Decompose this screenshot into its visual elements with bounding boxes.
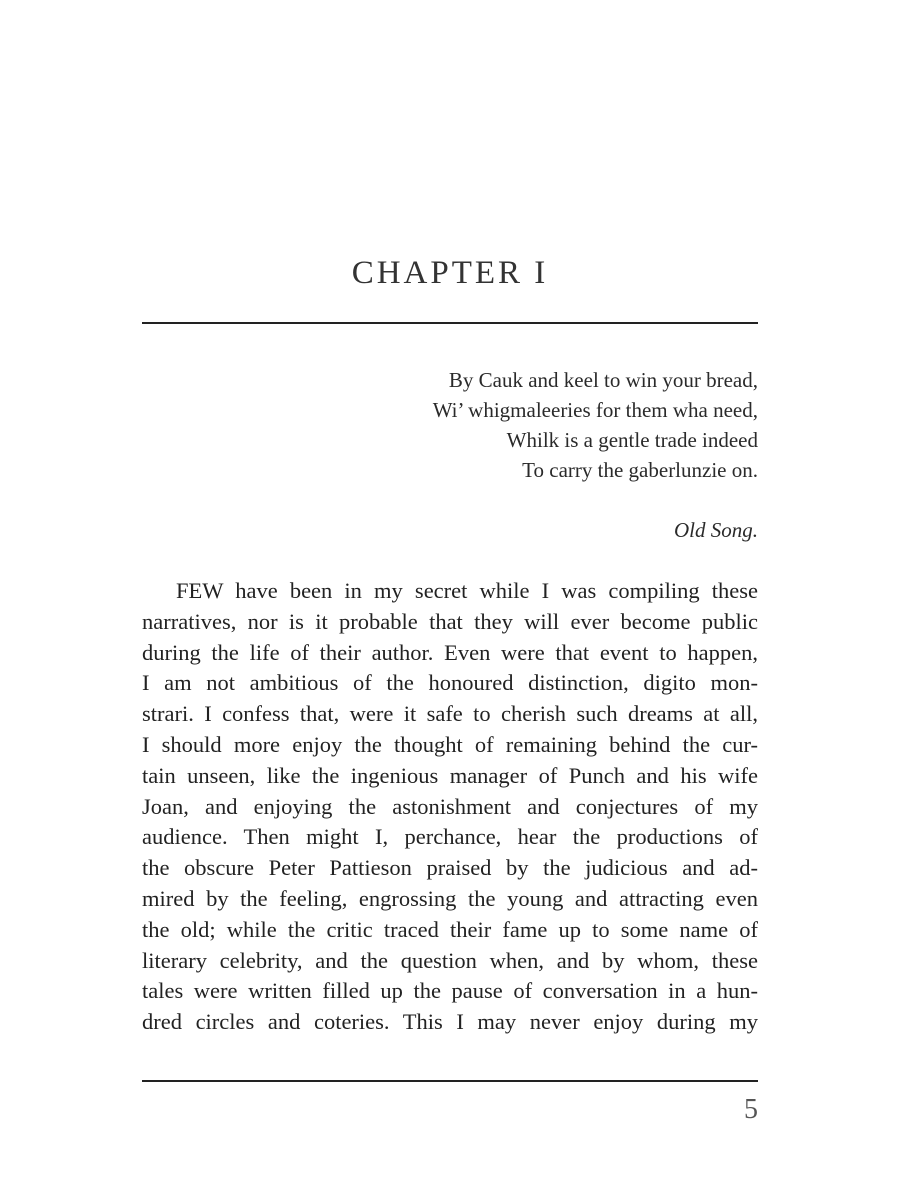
body-line: during the life of their author. Even were that event to happen, <box>142 639 758 665</box>
body-line: I should more enjoy the thought of remaining behind the cur- <box>142 731 758 757</box>
epigraph <box>433 365 758 485</box>
body-line: tales were written filled up the pause of conversation in a hun- <box>142 978 758 1004</box>
epigraph-line: Wi’ whigmaleeries for them wha need, <box>432 398 758 422</box>
body-line: narratives, nor is it probable that they will ever become public <box>142 608 758 634</box>
header-rule <box>142 322 758 324</box>
body-line: tain unseen, like the ingenious manager of Punch and his wife <box>142 762 758 788</box>
body-line: the old; while the critic traced their fame up to some name of <box>142 916 758 942</box>
page-number: 5 <box>744 1094 758 1125</box>
footer-rule <box>142 1080 758 1082</box>
epigraph-attribution: Old Song. <box>674 518 758 542</box>
body-line: literary celebrity, and the question when, and by whom, these <box>142 947 758 973</box>
body-line: Joan, and enjoying the astonishment and conjectures of my <box>142 793 758 819</box>
body-line: FEW have been in my secret while I was compiling these <box>176 578 758 603</box>
body-line: dred circles and coteries. This I may never enjoy during my <box>142 1009 758 1035</box>
body-line: audience. Then might I, perchance, hear the productions of <box>142 824 758 850</box>
body-line: I am not ambitious of the honoured distinction, digito mon- <box>142 670 758 696</box>
body-paragraph <box>142 576 758 1038</box>
epigraph-line: Whilk is a gentle trade indeed <box>506 428 758 452</box>
body-line: mired by the feeling, engrossing the young and attracting even <box>142 885 758 911</box>
body-line: strari. I confess that, were it safe to cherish such dreams at all, <box>142 701 758 727</box>
chapter-title: CHAPTER I <box>351 255 549 291</box>
body-line: the obscure Peter Pattieson praised by the judicious and ad- <box>142 855 758 881</box>
epigraph-line: To carry the gaberlunzie on. <box>522 458 758 482</box>
epigraph-line: By Cauk and keel to win your bread, <box>448 368 758 392</box>
